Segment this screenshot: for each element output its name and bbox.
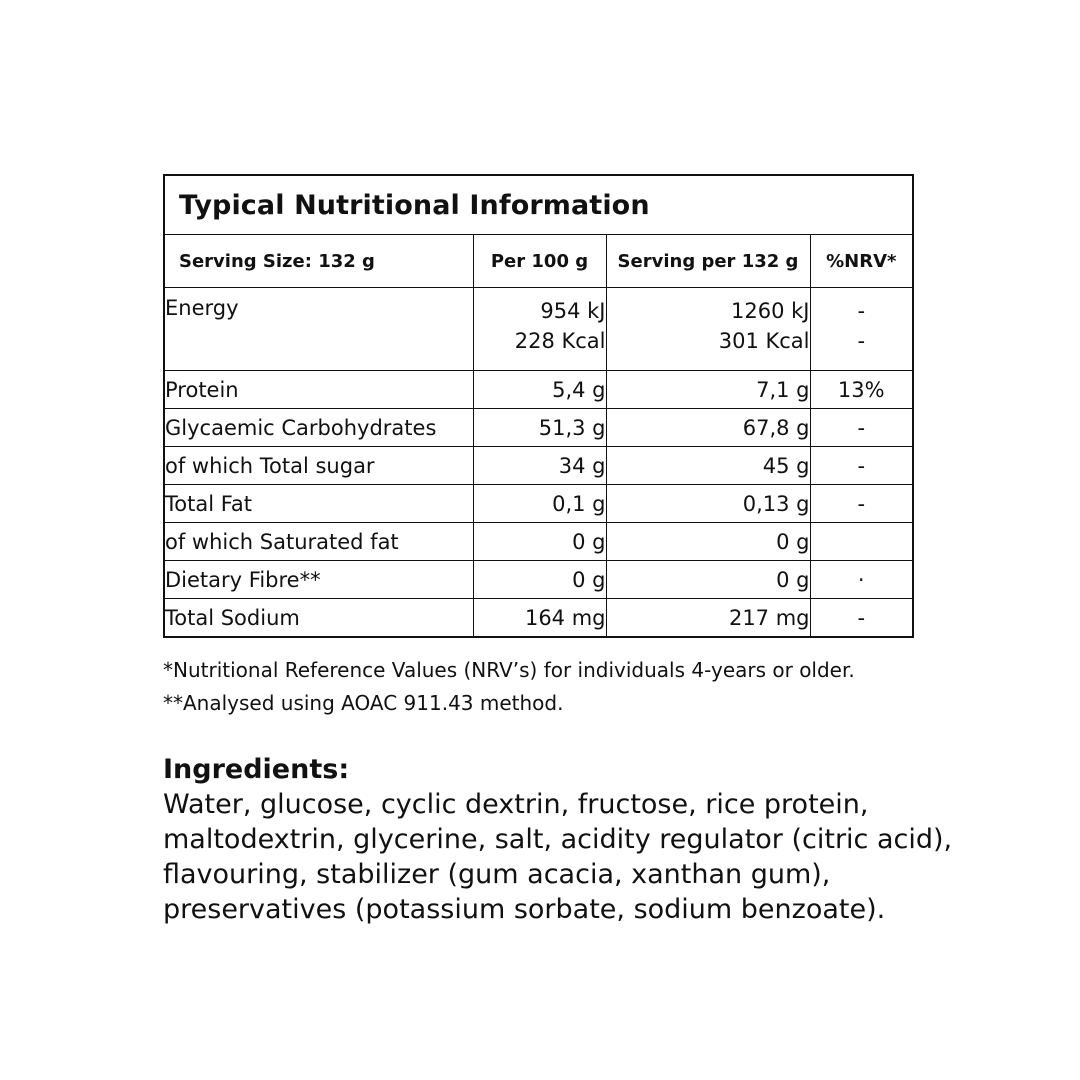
header-row (164, 235, 913, 288)
energy-serving-kj: 1260 kJ (731, 299, 810, 323)
energy-per100-kj: 954 kJ (540, 299, 606, 323)
row-label: Protein (164, 371, 473, 409)
table-row (164, 447, 913, 485)
row-label: Glycaemic Carbohydrates (164, 409, 473, 447)
footnotes (163, 654, 912, 720)
energy-nrv (810, 288, 913, 371)
row-per-serving: 67,8 g (606, 409, 810, 447)
row-per-serving: 45 g (606, 447, 810, 485)
row-per100: 0,1 g (473, 485, 606, 523)
header-per-serving: Serving per 132 g (606, 235, 810, 288)
row-per-serving: 0,13 g (606, 485, 810, 523)
row-nrv: 13% (810, 371, 913, 409)
ingredients-title: Ingredients: (163, 754, 350, 785)
energy-per100 (473, 288, 606, 371)
row-nrv: · (810, 561, 913, 599)
header-per-100g: Per 100 g (473, 235, 606, 288)
header-nrv: %NRV* (810, 235, 913, 288)
table-title: Typical Nutritional Information (164, 175, 913, 235)
footnote-nrv: *Nutritional Reference Values (NRV’s) for individuals 4-years or older. (163, 658, 855, 682)
row-per100: 0 g (473, 561, 606, 599)
row-per-serving: 7,1 g (606, 371, 810, 409)
row-nrv: - (810, 599, 913, 638)
row-label: Total Sodium (164, 599, 473, 638)
ingredients-line: Water, glucose, cyclic dextrin, fructose, rice protein, (163, 789, 869, 820)
row-label: of which Saturated fat (164, 523, 473, 561)
ingredients-line: flavouring, stabilizer (gum acacia, xanthan gum), (163, 859, 831, 890)
row-label: Total Fat (164, 485, 473, 523)
energy-nrv-kcal: - (857, 329, 866, 353)
header-serving-size: Serving Size: 132 g (164, 235, 473, 288)
table-row (164, 599, 913, 638)
table-row (164, 371, 913, 409)
table-row (164, 485, 913, 523)
row-per100: 0 g (473, 523, 606, 561)
ingredients-line: preservatives (potassium sorbate, sodium benzoate). (163, 894, 886, 925)
energy-label: Energy (164, 288, 473, 371)
ingredients-text (163, 787, 953, 927)
row-per100: 51,3 g (473, 409, 606, 447)
table-row (164, 561, 913, 599)
row-per100: 34 g (473, 447, 606, 485)
energy-per100-kcal: 228 Kcal (514, 329, 606, 353)
table-row (164, 523, 913, 561)
row-label: of which Total sugar (164, 447, 473, 485)
row-per100: 164 mg (473, 599, 606, 638)
row-label: Dietary Fibre** (164, 561, 473, 599)
row-nrv (810, 523, 913, 561)
row-nrv: - (810, 447, 913, 485)
row-per-serving: 0 g (606, 523, 810, 561)
footnote-analysis: **Analysed using AOAC 911.43 method. (163, 691, 564, 715)
row-nrv: - (810, 409, 913, 447)
energy-per-serving (606, 288, 810, 371)
nutrition-table (163, 174, 914, 638)
row-per100: 5,4 g (473, 371, 606, 409)
ingredients-line: maltodextrin, glycerine, salt, acidity regulator (citric acid), (163, 824, 953, 855)
energy-nrv-kj: - (857, 299, 866, 323)
energy-row (164, 288, 913, 371)
nutrition-panel (163, 174, 953, 927)
table-row (164, 409, 913, 447)
row-nrv: - (810, 485, 913, 523)
row-per-serving: 217 mg (606, 599, 810, 638)
energy-serving-kcal: 301 Kcal (718, 329, 810, 353)
row-per-serving: 0 g (606, 561, 810, 599)
